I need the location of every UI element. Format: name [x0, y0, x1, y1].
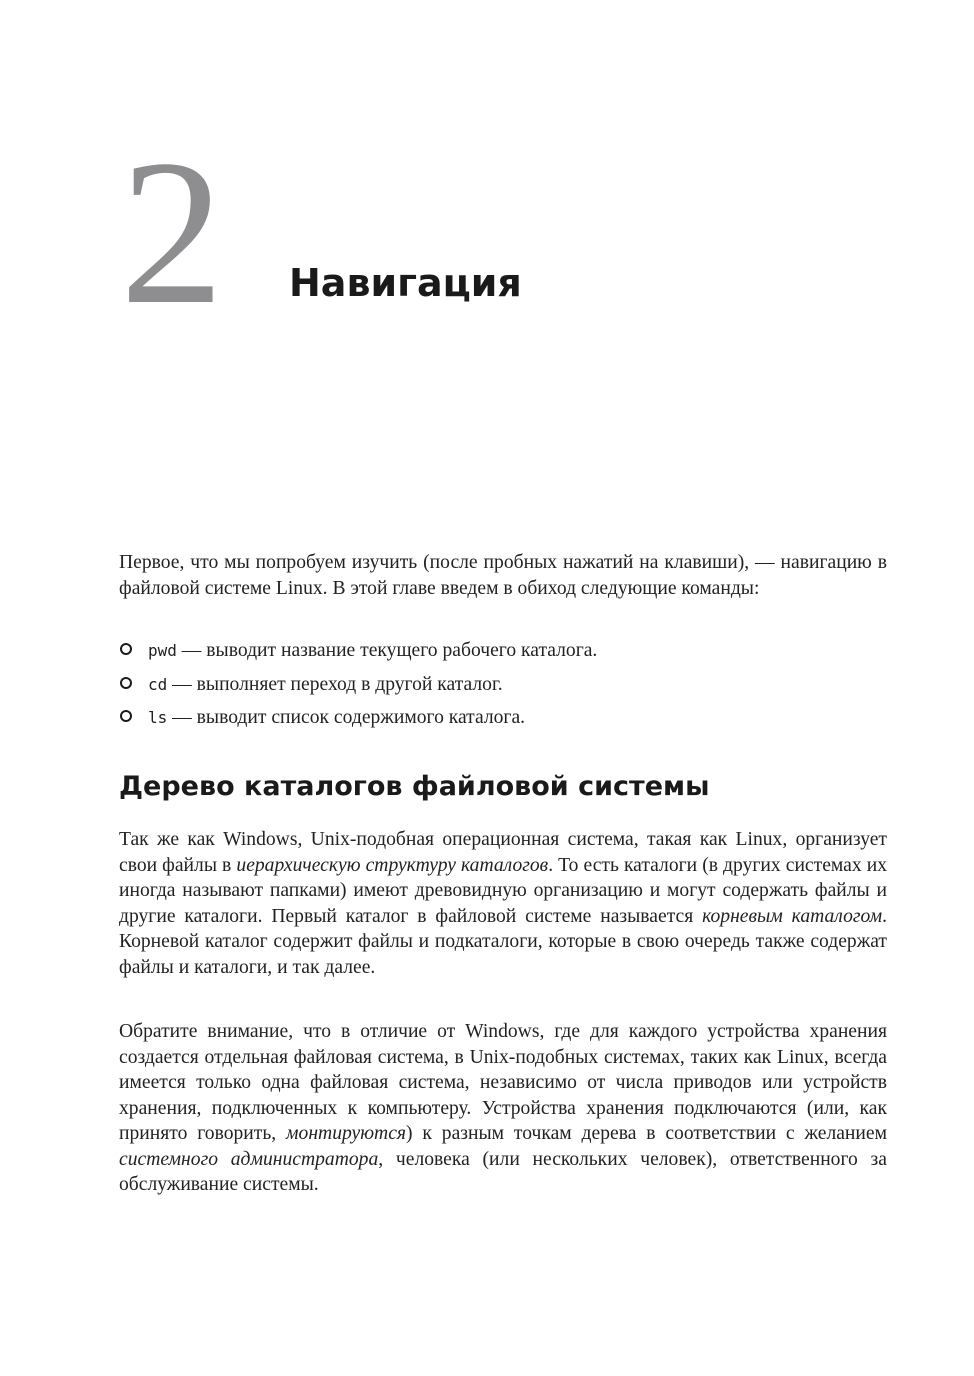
- circle-bullet-icon: [120, 643, 132, 655]
- text-run: . То есть каталоги (в других системах их иногда называют папками) имеют древовидную организацию и могут содержать файлы и другие каталоги. Первый каталог в файловой системе называется: [119, 854, 888, 927]
- command-description: — выводит список содержимого каталога.: [167, 707, 526, 728]
- text-run: ) к разным точкам дерева в соответствии с желанием: [406, 1123, 887, 1144]
- section-title: Дерево каталогов файловой системы: [119, 771, 710, 802]
- list-item: [119, 672, 887, 706]
- body-paragraph: [119, 827, 887, 980]
- list-item: [119, 705, 887, 739]
- italic-term: монтируются: [286, 1123, 407, 1144]
- italic-term: системного администратора: [119, 1148, 379, 1170]
- command-description: — выполняет переход в другой каталог.: [167, 673, 503, 695]
- text-run: Обратите внимание, что в отличие от Windows, где для каждого устройства хранения создается отдельная файловая система, в Unix-подобных системах, таких как Linux, всегда имеется только одна файловая система, независимо от числа приводов или устройств хранения, подключенных к компьютеру. Устройства хранения подключаются (или, как принято говорить,: [119, 1021, 887, 1144]
- intro-paragraph: Первое, что мы попробуем изучить (после пробных нажатий на клавиши), — навигацию в файловой системе Linux. В этой главе введем в обиход следующие команды:: [119, 552, 887, 599]
- command-list: [119, 638, 887, 739]
- text-run: . Корневой каталог содержит файлы и подкаталоги, которые в свою очередь также содержат файлы и каталоги, и так далее.: [119, 905, 887, 978]
- body-paragraph: [119, 1019, 887, 1198]
- list-item: [119, 638, 887, 672]
- circle-bullet-icon: [120, 710, 132, 722]
- text-run: Так же как Windows, Unix-подобная операционная система, такая как Linux, организует свои файлы в: [119, 829, 887, 876]
- italic-term: иерархическую структуру каталогов: [236, 854, 549, 876]
- chapter-title: Навигация: [289, 261, 522, 305]
- text-run: , человека (или нескольких человек), ответственного за обслуживание системы.: [119, 1148, 887, 1195]
- circle-bullet-icon: [120, 677, 132, 689]
- command-name: ls: [148, 708, 168, 727]
- command-description: — выводит название текущего рабочего каталога.: [176, 640, 598, 661]
- command-name: cd: [148, 674, 168, 694]
- chapter-number: 2: [120, 117, 224, 347]
- command-name: pwd: [148, 641, 177, 660]
- italic-term: корневым каталогом: [702, 905, 883, 927]
